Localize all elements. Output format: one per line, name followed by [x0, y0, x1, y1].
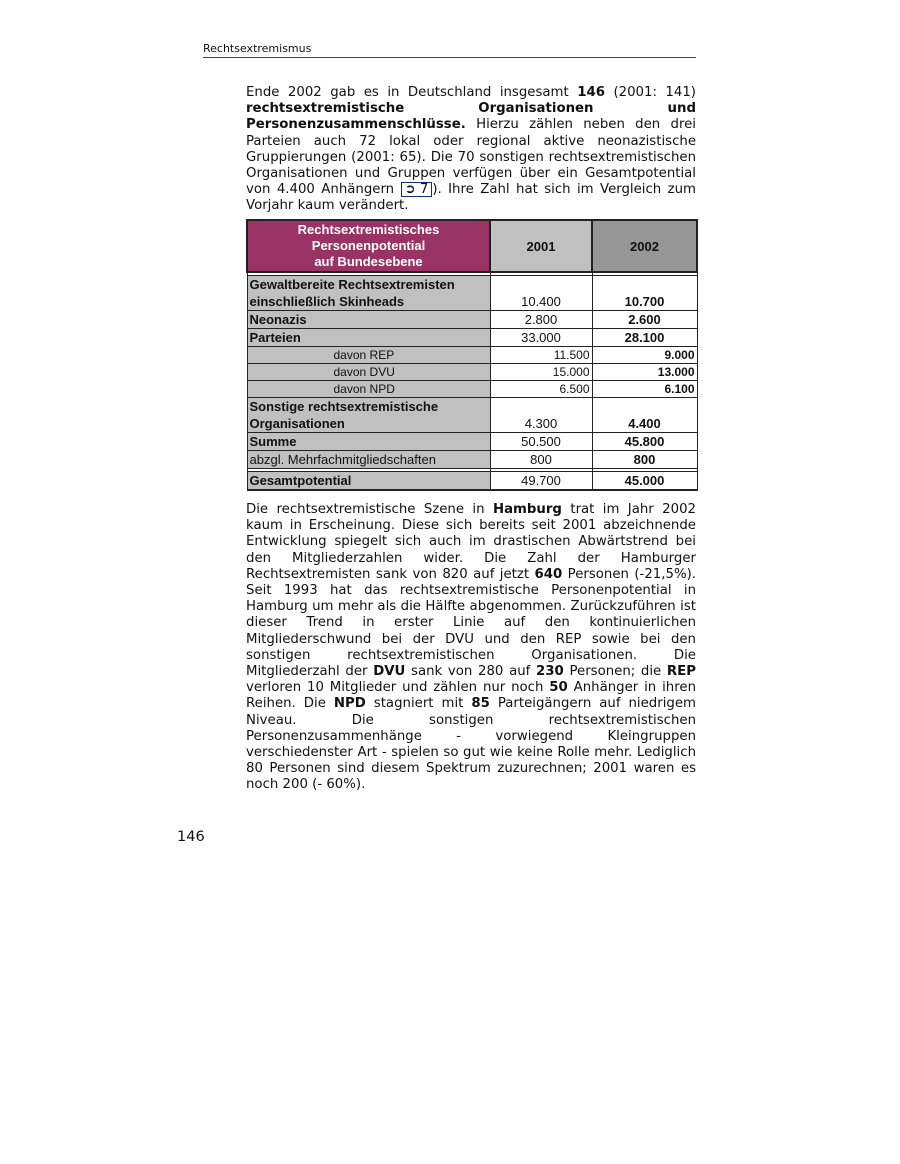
- value-2002: 10.700: [592, 276, 697, 311]
- row-label: Summe: [247, 433, 490, 451]
- value-2002: 45.800: [592, 433, 697, 451]
- value-2001: 6.500: [490, 381, 592, 398]
- value-2002: 6.100: [592, 381, 697, 398]
- value-2001: 33.000: [490, 329, 592, 347]
- value-2001: 10.400: [490, 276, 592, 311]
- header-label-line: Personenpotential: [311, 238, 426, 253]
- running-title: Rechtsextremismus: [203, 42, 312, 55]
- intro-text-2: (2001: 141): [604, 85, 696, 100]
- intro-count-bold: 146: [577, 85, 605, 100]
- potential-table-wrapper: [246, 219, 696, 491]
- table-header-2002: 2002: [592, 220, 697, 272]
- value-2002: 9.000: [592, 347, 697, 364]
- header-label-line: Rechtsextremistisches: [297, 222, 440, 237]
- subrow-label: davon NPD: [247, 381, 490, 398]
- body-bold: REP: [666, 664, 696, 680]
- body-text: Parteigängern auf niedrigem Niveau. Die sonstigen rechtsextremistischen Personenzusammenhänge - vorwiegend Kleingruppen verschiedenster Art - spielen so gut wie keine Rolle mehr. Lediglich 80 Personen sind diesem Spektrum zuzurechnen; 2001 waren es noch 200 (- 60%).: [246, 696, 696, 793]
- value-2001: 50.500: [490, 433, 592, 451]
- row-label: Neonazis: [247, 311, 490, 329]
- subrow-label: davon REP: [247, 347, 490, 364]
- table-row: [247, 311, 697, 329]
- potential-table: [246, 219, 698, 491]
- table-header-2001: 2001: [490, 220, 592, 272]
- row-label: [247, 276, 490, 311]
- row-label: Gesamtpotential: [247, 472, 490, 491]
- value-2001: 4.300: [490, 398, 592, 433]
- row-label: [247, 398, 490, 433]
- row-label-line: Gewaltbereite Rechtsextremisten: [249, 277, 455, 292]
- row-label: Parteien: [247, 329, 490, 347]
- body-bold: 230: [536, 664, 564, 680]
- header-label-line: auf Bundesebene: [314, 254, 423, 269]
- row-label-line: Sonstige rechtsextremistische: [249, 399, 439, 414]
- subrow-label: davon DVU: [247, 364, 490, 381]
- value-2002: 45.000: [592, 472, 697, 491]
- table-subrow: [247, 381, 697, 398]
- intro-paragraph: [246, 85, 696, 215]
- body-bold: DVU: [373, 664, 406, 680]
- value-2002: 800: [592, 451, 697, 469]
- value-2002: 13.000: [592, 364, 697, 381]
- table-row: [247, 329, 697, 347]
- value-2001: 15.000: [490, 364, 592, 381]
- table-row: [247, 433, 697, 451]
- intro-text-1: Ende 2002 gab es in Deutschland insgesamt: [246, 85, 578, 100]
- body-text: Anhänger in ihren Reihen. Die: [246, 680, 696, 712]
- body-bold: 50: [549, 680, 568, 696]
- body-bold: Hamburg: [492, 502, 562, 517]
- row-label: abzgl. Mehrfachmitgliedschaften: [247, 451, 490, 469]
- body-text: Personen; die: [563, 664, 667, 680]
- value-2002: 28.100: [592, 329, 697, 347]
- value-2001: 11.500: [490, 347, 592, 364]
- table-total-row: [247, 472, 697, 491]
- table-header-label: [247, 220, 490, 272]
- hamburg-paragraph: [246, 502, 696, 794]
- intro-text-4: ). Ihre Zahl hat sich im Vergleich zum Vorjahr kaum verändert.: [246, 182, 696, 214]
- intro-text-3: Hierzu zählen neben den drei Parteien auch 72 lokal oder regional aktive neonazistische Gruppierungen (2001: 65). Die 70 sonstigen rechtsextremistischen Organisationen und Gruppen verfügen über ein Gesamtpotential von 4.400 Anhängern: [246, 117, 696, 198]
- cross-reference-link[interactable]: ➲ 7: [401, 182, 433, 197]
- value-2001: 2.800: [490, 311, 592, 329]
- table-subrow: [247, 364, 697, 381]
- body-text: trat im Jahr 2002 kaum in Erscheinung. Diese sich bereits seit 2001 abzeichnende Entwicklung spiegelt sich auch im drastischen Abwärtstrend bei den Mitgliederzahlen wider. Die Zahl der Hamburger Rechtsextremisten sank von 820 auf jetzt: [246, 502, 696, 582]
- body-bold: NPD: [333, 696, 366, 712]
- intro-term-bold: rechtsextremistische Organisationen und Personenzusammenschlüsse.: [246, 101, 696, 133]
- row-label-line: Organisationen: [249, 416, 345, 431]
- body-text: stagniert mit: [365, 696, 472, 712]
- running-header: [203, 42, 696, 58]
- body-text: Die rechtsextremistische Szene in: [246, 502, 493, 517]
- table-header-row: [247, 220, 697, 272]
- table-subrow: [247, 347, 697, 364]
- body-bold: 640: [534, 566, 563, 582]
- body-bold: 85: [471, 696, 490, 712]
- body-text: verloren 10 Mitglieder und zählen nur noch: [246, 680, 550, 696]
- body-text: Personen (-21,5%). Seit 1993 hat das rechtsextremistische Personenpotential in Hamburg um mehr als die Hälfte abgenommen. Zurückzuführen ist dieser Trend in erster Linie auf den kontinuierlichen Mitgliederschwund bei der DVU und den REP sowie bei den sonstigen rechtsextremistischen Organisationen. Die Mitgliederzahl der: [246, 566, 696, 680]
- page-number: 146: [177, 829, 205, 845]
- row-label-line: einschließlich Skinheads: [249, 294, 405, 309]
- table-row: [247, 398, 697, 433]
- value-2002: 2.600: [592, 311, 697, 329]
- value-2001: 49.700: [490, 472, 592, 491]
- body-text: sank von 280 auf: [405, 664, 537, 680]
- value-2002: 4.400: [592, 398, 697, 433]
- value-2001: 800: [490, 451, 592, 469]
- table-row: [247, 451, 697, 469]
- table-row: [247, 276, 697, 311]
